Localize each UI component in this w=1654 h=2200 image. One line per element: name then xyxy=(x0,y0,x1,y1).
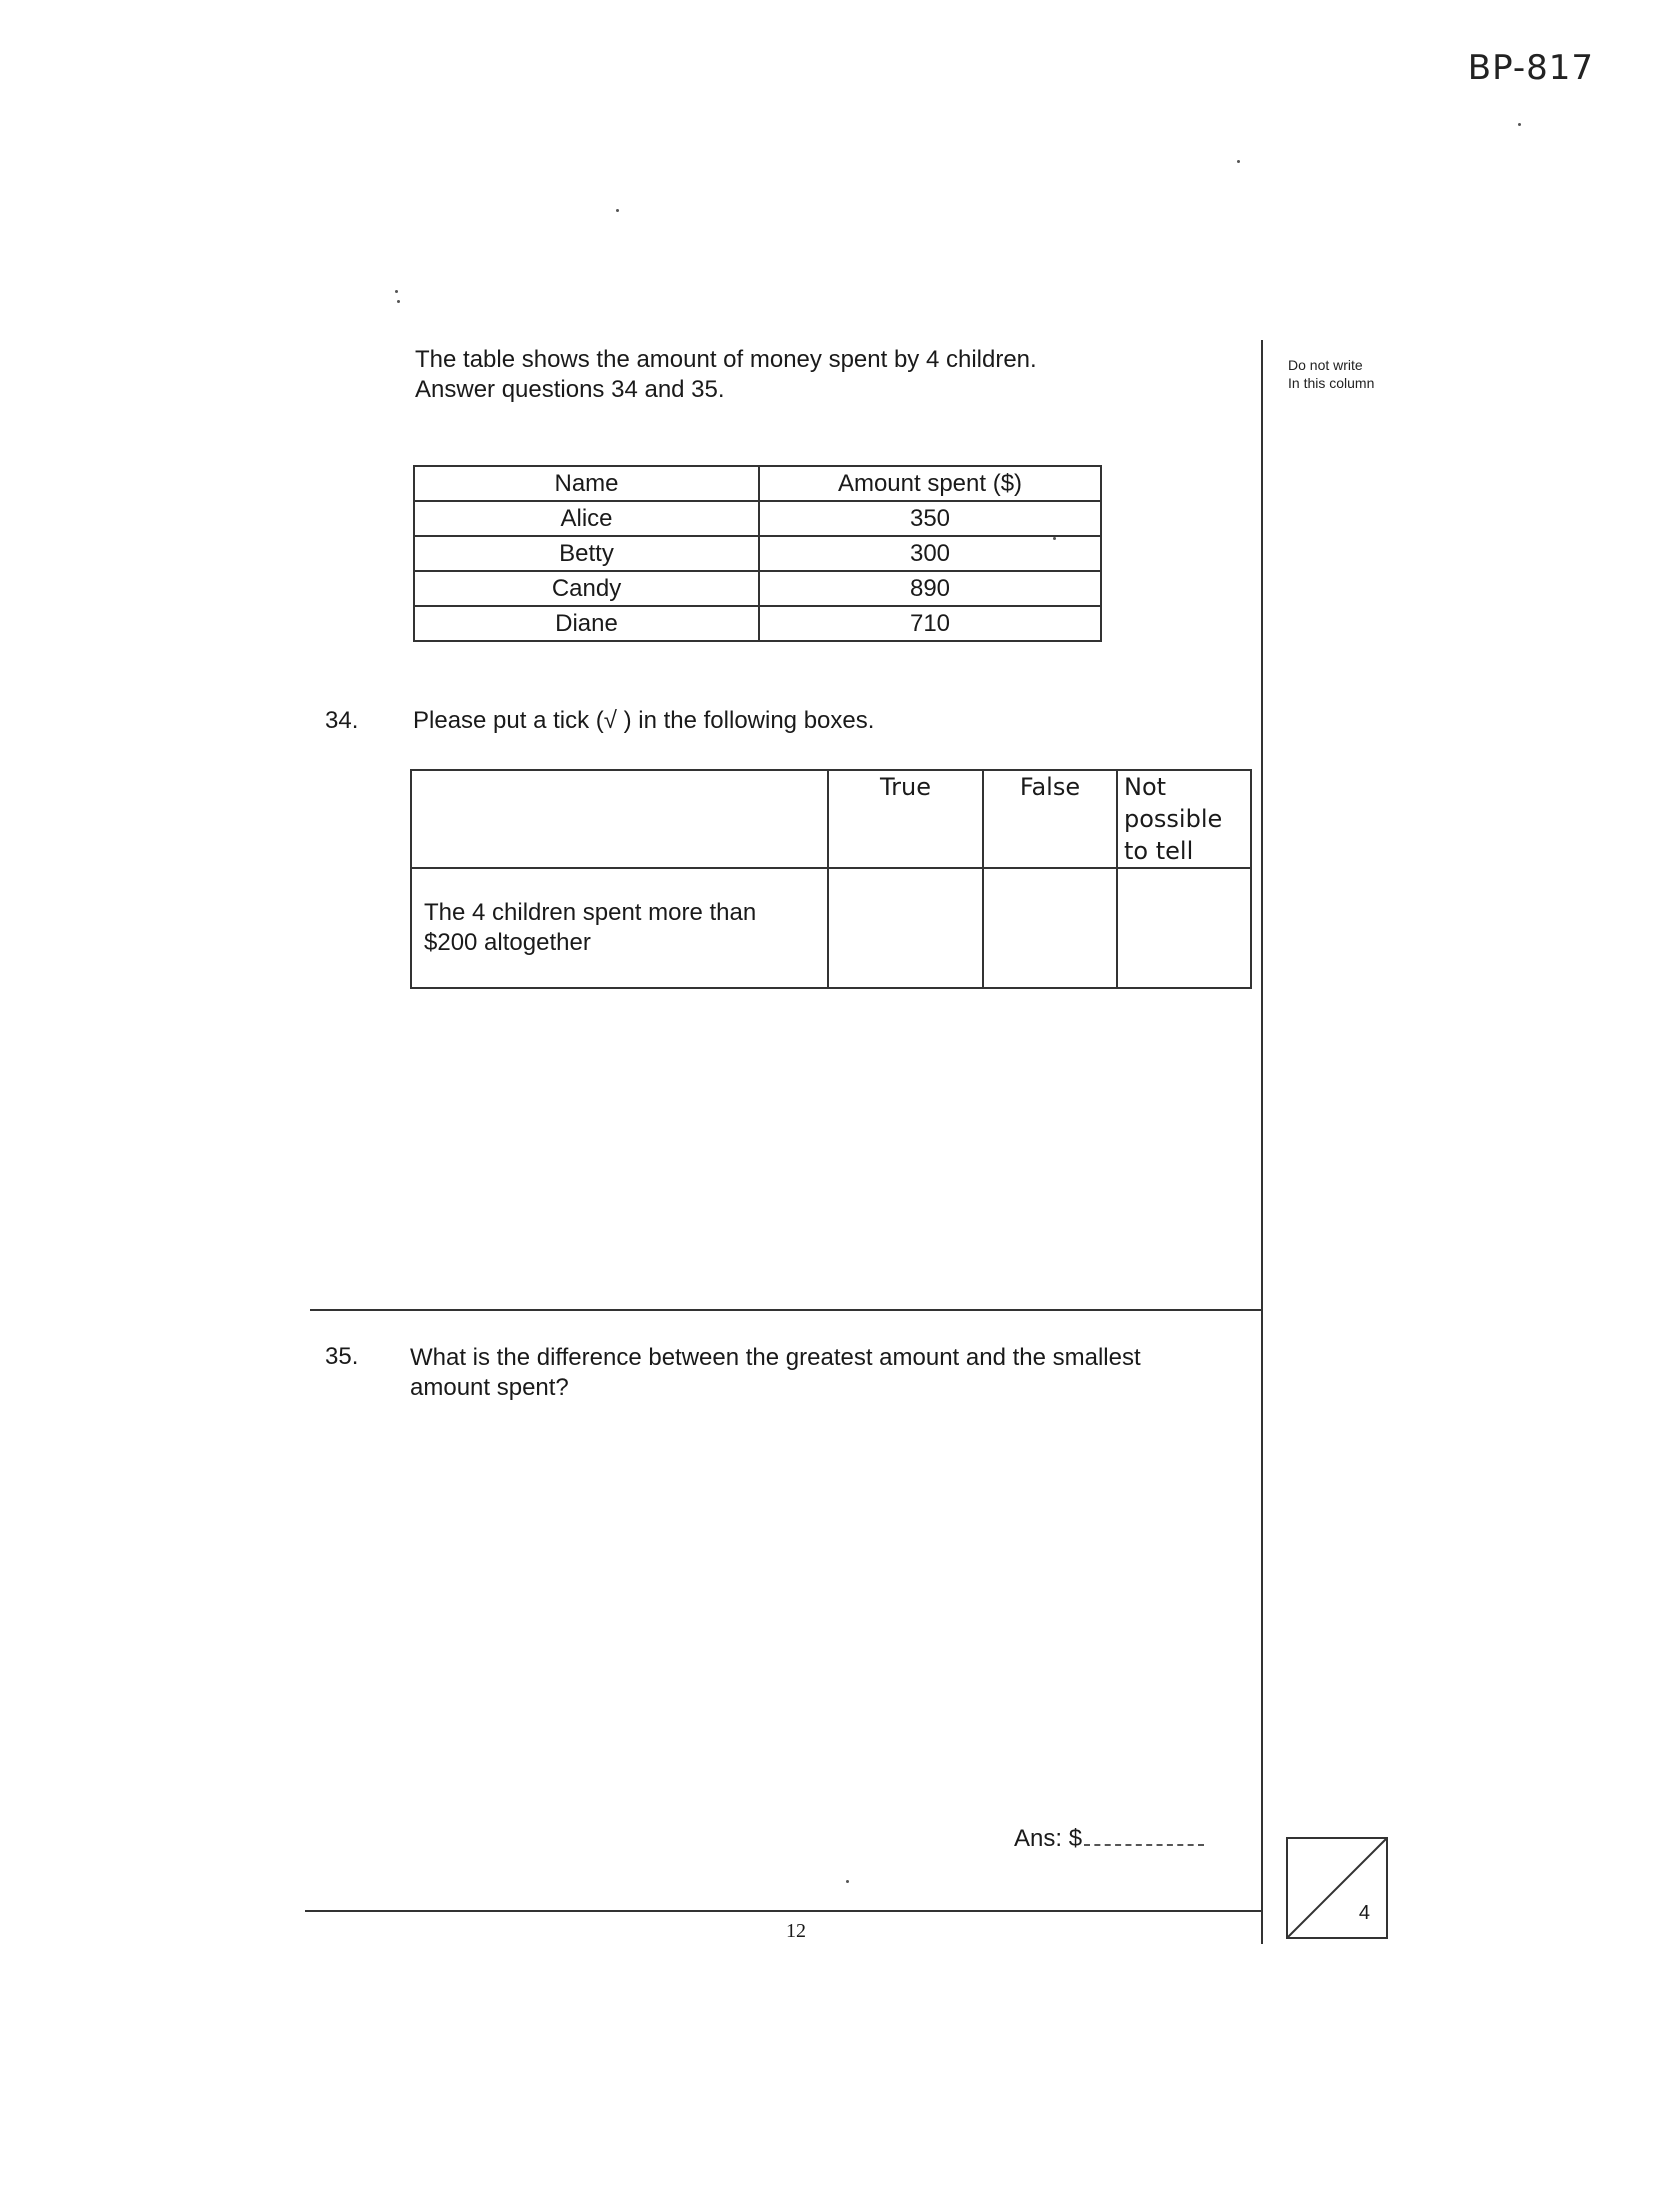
child-amount: 710 xyxy=(759,606,1101,641)
question-35-line1: What is the difference between the greatest amount and the smallest xyxy=(410,1344,1141,1371)
scan-speck xyxy=(616,209,619,212)
max-marks: 4 xyxy=(1358,1902,1370,1924)
table-row xyxy=(411,868,1251,988)
table-row xyxy=(414,571,1101,606)
intro-line2: Answer questions 34 and 35. xyxy=(415,376,725,403)
scan-speck xyxy=(397,300,400,303)
bottom-divider xyxy=(305,1910,1261,1912)
spending-table-header xyxy=(414,466,1101,501)
answer-blank[interactable] xyxy=(1084,1826,1204,1846)
question-35-text xyxy=(410,1343,1230,1403)
intro-text xyxy=(415,345,1037,405)
child-amount: 300 xyxy=(759,536,1101,571)
page-number: 12 xyxy=(786,1920,806,1942)
section-divider xyxy=(310,1309,1262,1311)
scan-speck xyxy=(1518,123,1521,126)
not-possible-line2: possible xyxy=(1124,805,1223,833)
question-35-line2: amount spent? xyxy=(410,1374,569,1401)
mark-box-frame xyxy=(1286,1837,1388,1939)
header-not-possible xyxy=(1117,770,1251,868)
scan-speck xyxy=(1237,160,1240,163)
page-code: BP-817 xyxy=(1467,48,1594,88)
question-35-number: 35. xyxy=(325,1343,359,1370)
tick-box-not-possible[interactable] xyxy=(1117,868,1251,988)
margin-divider xyxy=(1261,340,1263,1944)
child-name: Betty xyxy=(414,536,759,571)
mark-box xyxy=(1286,1837,1388,1939)
table-row xyxy=(414,536,1101,571)
header-amount: Amount spent ($) xyxy=(759,466,1101,501)
statement-line1: The 4 children spent more than xyxy=(424,899,757,926)
statement-cell xyxy=(411,868,828,988)
answer-label: Ans: $ xyxy=(1014,1825,1083,1852)
tick-box-false[interactable] xyxy=(983,868,1117,988)
scan-speck xyxy=(846,1880,849,1883)
child-name: Diane xyxy=(414,606,759,641)
question-34-number: 34. xyxy=(325,707,359,734)
scan-speck xyxy=(1053,537,1056,540)
child-name: Alice xyxy=(414,501,759,536)
header-name: Name xyxy=(414,466,759,501)
margin-note xyxy=(1288,356,1374,392)
margin-note-line2: In this column xyxy=(1288,375,1375,391)
child-amount: 350 xyxy=(759,501,1101,536)
tick-box-true[interactable] xyxy=(828,868,983,988)
scan-speck xyxy=(395,290,398,293)
answer-line xyxy=(1014,1825,1204,1853)
table-row xyxy=(414,501,1101,536)
header-true: True xyxy=(828,770,983,868)
child-amount: 890 xyxy=(759,571,1101,606)
question-34-text: Please put a tick (√ ) in the following boxes. xyxy=(413,707,875,734)
margin-note-line1: Do not write xyxy=(1288,357,1363,373)
not-possible-line3: to tell xyxy=(1124,837,1194,865)
child-name: Candy xyxy=(414,571,759,606)
not-possible-line1: Not xyxy=(1124,773,1167,801)
tick-table-header xyxy=(411,770,1251,868)
intro-line1: The table shows the amount of money spent by 4 children. xyxy=(415,346,1037,373)
spending-table xyxy=(413,465,1102,642)
header-false: False xyxy=(983,770,1117,868)
statement-header-blank xyxy=(411,770,828,868)
tick-table xyxy=(410,769,1252,989)
table-row xyxy=(414,606,1101,641)
statement-line2: $200 altogether xyxy=(424,929,591,956)
